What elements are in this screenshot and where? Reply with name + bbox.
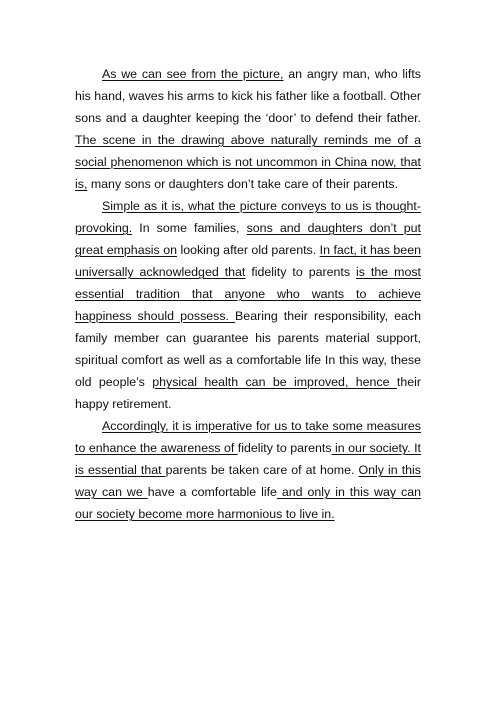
text-segment: their happy retirement.	[75, 375, 421, 411]
text-segment: Accordingly, it is imperative for us to take some measures to enhance the awareness of	[75, 419, 421, 455]
text-segment: In some families,	[132, 221, 247, 235]
text-segment: physical health can be improved, hence	[152, 375, 397, 389]
paragraph-body	[75, 195, 421, 415]
text-segment: parents be taken care of at home.	[165, 463, 359, 477]
text-segment: In fact, it has been universally acknowledged that	[75, 243, 421, 279]
text-segment: many sons or daughters don’t take care of their parents.	[87, 177, 399, 191]
text-segment: As we can see from the picture,	[102, 67, 284, 81]
paragraph-intro	[75, 63, 421, 195]
text-segment: is the most essential tradition that anyone who wants to achieve happiness should possess.	[75, 265, 421, 323]
text-segment: sons and daughters don’t put great emphasis on	[75, 221, 421, 257]
text-segment: Bearing their responsibility, each family member can guarantee his parents material support, spiritual comfort as well as a comfortable life In this way, these old people’s	[75, 309, 422, 389]
text-segment: Simple as it is, what the picture conveys to us is thought-provoking.	[75, 199, 421, 235]
text-segment: and only in this way can our society become more harmonious to live in.	[75, 485, 421, 521]
text-segment: an angry man, who lifts his hand, waves his arms to kick his father like a football. Other sons and a daughter keeping the ‘door’ to defend their father.	[75, 67, 421, 125]
text-segment: in our society. It is essential that	[75, 441, 422, 477]
text-segment: fidelity to parents	[237, 441, 332, 455]
text-segment: The scene in the drawing above naturally reminds me of a social phenomenon which is not uncommon in China now, that is,	[75, 133, 421, 191]
text-segment: Only in this way can we	[75, 463, 421, 499]
text-segment: have a comfortable life	[147, 485, 277, 499]
essay-body	[75, 63, 421, 525]
paragraph-conclusion	[75, 415, 421, 525]
text-segment: fidelity to parents	[245, 265, 357, 279]
text-segment: looking after old parents.	[176, 243, 320, 257]
